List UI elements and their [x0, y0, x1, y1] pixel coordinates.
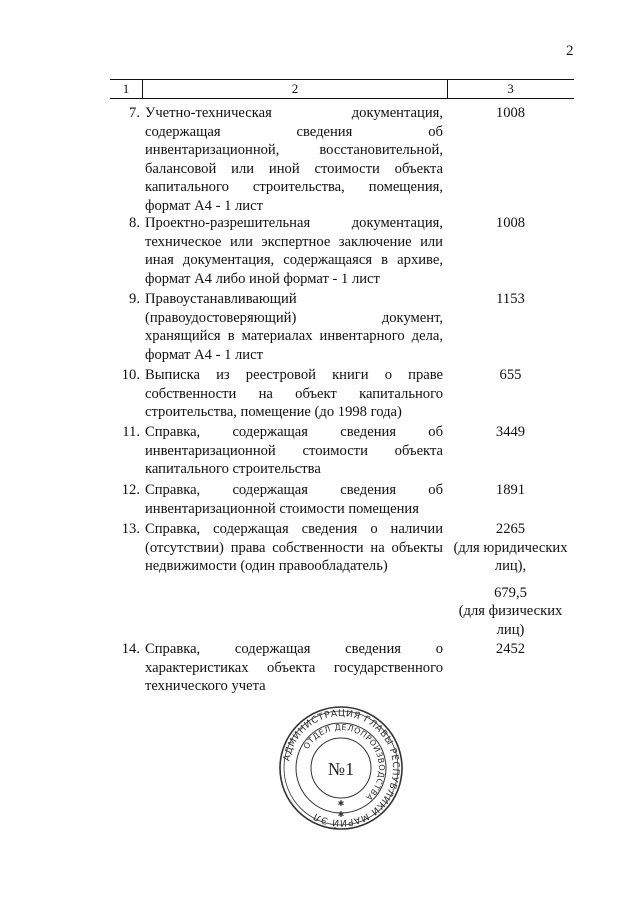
description-line: Выписка из реестровой книги о праве [145, 367, 443, 383]
row-price [447, 520, 574, 639]
row-number: 8. [129, 215, 140, 231]
price-line: 1891 [495, 482, 526, 498]
price-line: 3449 [495, 424, 526, 440]
row-number: 13. [121, 521, 140, 537]
row-price [447, 640, 574, 659]
description-line: иная документация, содержащаяся в архиве, [145, 252, 443, 268]
description-line: капитального строительства [145, 461, 321, 477]
description-line: собственности на объект капитального [145, 385, 443, 402]
price-line: 2265 [495, 521, 526, 537]
price-line: (для физических [458, 603, 563, 619]
row-number: 9. [129, 291, 140, 307]
row-description [145, 366, 443, 422]
price-line: 655 [499, 367, 522, 383]
description-line: Справка, содержащая сведения о наличии [145, 521, 443, 537]
stamp-outer-text: АДМИНИСТРАЦИЯ ГЛАВЫ РЕСПУБЛИКИ МАРИЙ ЭЛ [281, 707, 402, 829]
header-col-1: 1 [122, 81, 130, 96]
row-number: 14. [121, 641, 140, 657]
row-description [145, 290, 443, 364]
description-line: (правоудостоверяющий) документ, [145, 309, 443, 326]
row-price [447, 481, 574, 500]
price-line: 2452 [495, 641, 526, 657]
stamp-star-icon: ✱ [337, 799, 345, 808]
row-number: 10. [121, 367, 140, 383]
header-col-3: 3 [507, 81, 514, 96]
description-line: строительства, помещение (до 1998 года) [145, 404, 402, 420]
description-line: капитального строительства, помещения, [145, 179, 443, 195]
description-line: формат А4 либо иной формат - 1 лист [145, 270, 380, 287]
price-line: 1008 [495, 215, 526, 231]
row-description [145, 481, 443, 518]
description-line: Правоустанавливающий [145, 291, 297, 307]
row-description [145, 104, 443, 215]
description-line: Учетно-техническая документация, [145, 105, 443, 121]
description-line: Справка, содержащая сведения об [145, 424, 443, 440]
row-description [145, 214, 443, 288]
row-price [447, 104, 574, 123]
price-line: 1008 [495, 105, 526, 121]
description-line: содержащая сведения об [145, 123, 443, 140]
description-line: инвентаризационной, восстановительной, [145, 142, 443, 158]
description-line: Справка, содержащая сведения об [145, 482, 443, 498]
row-price [447, 423, 574, 442]
description-line: техническое или экспертное заключение или [145, 233, 443, 250]
row-price [447, 290, 574, 309]
table-header [110, 79, 574, 99]
row-description [145, 640, 443, 696]
description-line: балансовой или иной стоимости объекта [145, 160, 443, 177]
stamp-center: №1 [327, 759, 355, 779]
row-price [447, 366, 574, 385]
description-line: Проектно-разрешительная документация, [145, 215, 443, 231]
price-line: (для юридических [453, 539, 568, 556]
description-line: формат А4 - 1 лист [145, 346, 263, 363]
description-line: формат А4 - 1 лист [145, 197, 263, 214]
official-stamp [278, 705, 404, 831]
header-col-2: 2 [142, 80, 448, 98]
row-description [145, 423, 443, 479]
description-line: (отсутствии) права собственности на объекты [145, 539, 443, 556]
description-line: инвентаризационной стоимости помещения [145, 500, 419, 517]
price-line: 1153 [496, 291, 525, 307]
stamp-star-icon: ✱ [337, 810, 345, 819]
price-line: лиц), [494, 558, 527, 574]
row-price [447, 214, 574, 233]
price-line: 679,5 [494, 584, 527, 601]
stamp-inner-text: ОТДЕЛ ДЕЛОПРОИЗВОДСТВА [301, 722, 387, 803]
page-number: 2 [566, 43, 574, 59]
row-number: 11. [122, 424, 140, 440]
row-description [145, 520, 443, 576]
description-line: инвентаризационной стоимости объекта [145, 442, 443, 459]
description-line: характеристиках объекта государственного [145, 659, 443, 676]
price-line: лиц) [496, 621, 525, 638]
description-line: технического учета [145, 678, 266, 694]
row-number: 7. [129, 105, 140, 121]
description-line: хранящийся в материалах инвентарного дела, [145, 328, 443, 344]
row-number: 12. [121, 482, 140, 498]
description-line: недвижимости (один правообладатель) [145, 558, 388, 574]
description-line: Справка, содержащая сведения о [145, 641, 443, 657]
